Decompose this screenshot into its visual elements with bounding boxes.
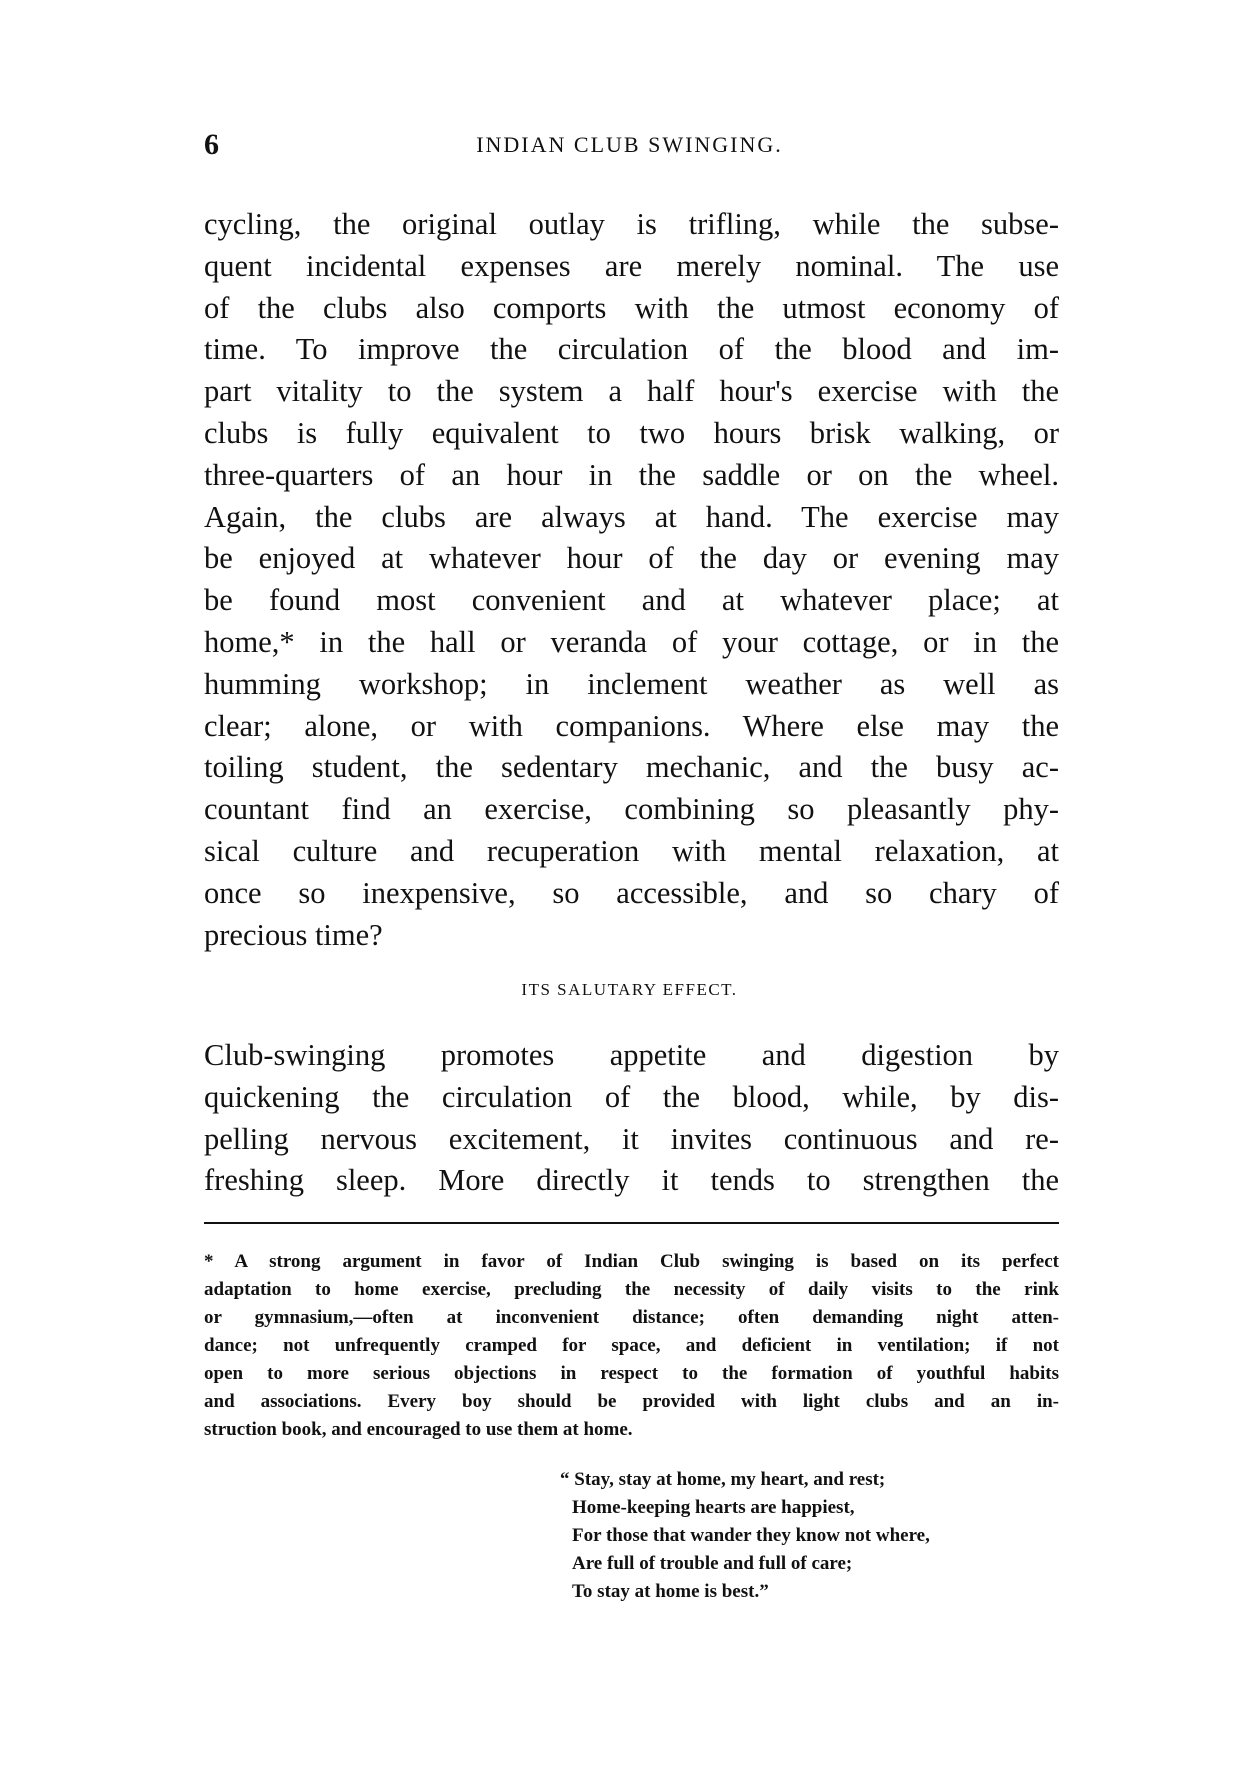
text-line: be enjoyed at whatever hour of the day or evening may (204, 541, 1059, 576)
text-line: once so inexpensive, so accessible, and so chary of (204, 875, 1059, 910)
text-line: or gymnasium,—often at inconvenient distance; often demanding night atten- (204, 1307, 1059, 1328)
text-line: toiling student, the sedentary mechanic, and the busy ac- (204, 750, 1059, 785)
text-line: clubs is fully equivalent to two hours brisk walking, or (204, 415, 1059, 450)
text-line: three-quarters of an hour in the saddle or on the wheel. (204, 457, 1059, 492)
text-line: Home-keeping hearts are happiest, (572, 1497, 855, 1518)
text-line: of the clubs also comports with the utmost economy of (204, 290, 1059, 325)
text-line: “ Stay, stay at home, my heart, and rest; (560, 1469, 886, 1490)
text-line: * A strong argument in favor of Indian Club swinging is based on its perfect (204, 1251, 1059, 1272)
text-line: precious time? (204, 917, 383, 952)
running-head: INDIAN CLUB SWINGING. (476, 132, 783, 157)
text-line: be found most convenient and at whatever place; at (204, 583, 1059, 618)
poem-quotation (560, 1466, 930, 1606)
text-line: Again, the clubs are always at hand. The exercise may (204, 499, 1059, 534)
footnote (204, 1248, 1059, 1444)
text-line: part vitality to the system a half hour's exercise with the (204, 374, 1059, 409)
paragraph-2 (204, 1035, 1059, 1202)
text-line: sical culture and recuperation with mental relaxation, at (204, 833, 1059, 868)
text-line: cycling, the original outlay is trifling, while the subse- (204, 207, 1059, 241)
text-line: home,* in the hall or veranda of your cottage, or in the (204, 624, 1059, 659)
text-line: dance; not unfrequently cramped for space, and deficient in ventilation; if not (204, 1335, 1059, 1356)
text-line: open to more serious objections in respect to the formation of youthful habits (204, 1363, 1059, 1384)
text-line: time. To improve the circulation of the blood and im- (204, 332, 1059, 367)
text-line: and associations. Every boy should be provided with light clubs and an in- (204, 1391, 1059, 1412)
text-line: Club-swinging promotes appetite and digestion by (204, 1038, 1059, 1072)
text-line: quent incidental expenses are merely nominal. The use (204, 248, 1059, 283)
text-line: countant find an exercise, combining so pleasantly phy- (204, 792, 1059, 827)
page-number: 6 (204, 128, 219, 161)
text-line: quickening the circulation of the blood, while, by dis- (204, 1079, 1059, 1114)
paragraph-1 (204, 204, 1059, 956)
text-line: freshing sleep. More directly it tends to strengthen the (204, 1163, 1059, 1198)
text-line: humming workshop; in inclement weather as well as (204, 666, 1059, 701)
footnote-rule (204, 1222, 1059, 1224)
text-line: To stay at home is best.” (572, 1581, 769, 1602)
text-line: struction book, and encouraged to use them at home. (204, 1419, 633, 1440)
text-line: Are full of trouble and full of care; (572, 1553, 853, 1574)
section-subheading: ITS SALUTARY EFFECT. (521, 980, 738, 999)
text-line: For those that wander they know not where, (572, 1525, 930, 1546)
text-line: pelling nervous excitement, it invites continuous and re- (204, 1121, 1059, 1156)
text-line: clear; alone, or with companions. Where else may the (204, 708, 1059, 743)
text-line: adaptation to home exercise, precluding the necessity of daily visits to the rink (204, 1279, 1059, 1300)
